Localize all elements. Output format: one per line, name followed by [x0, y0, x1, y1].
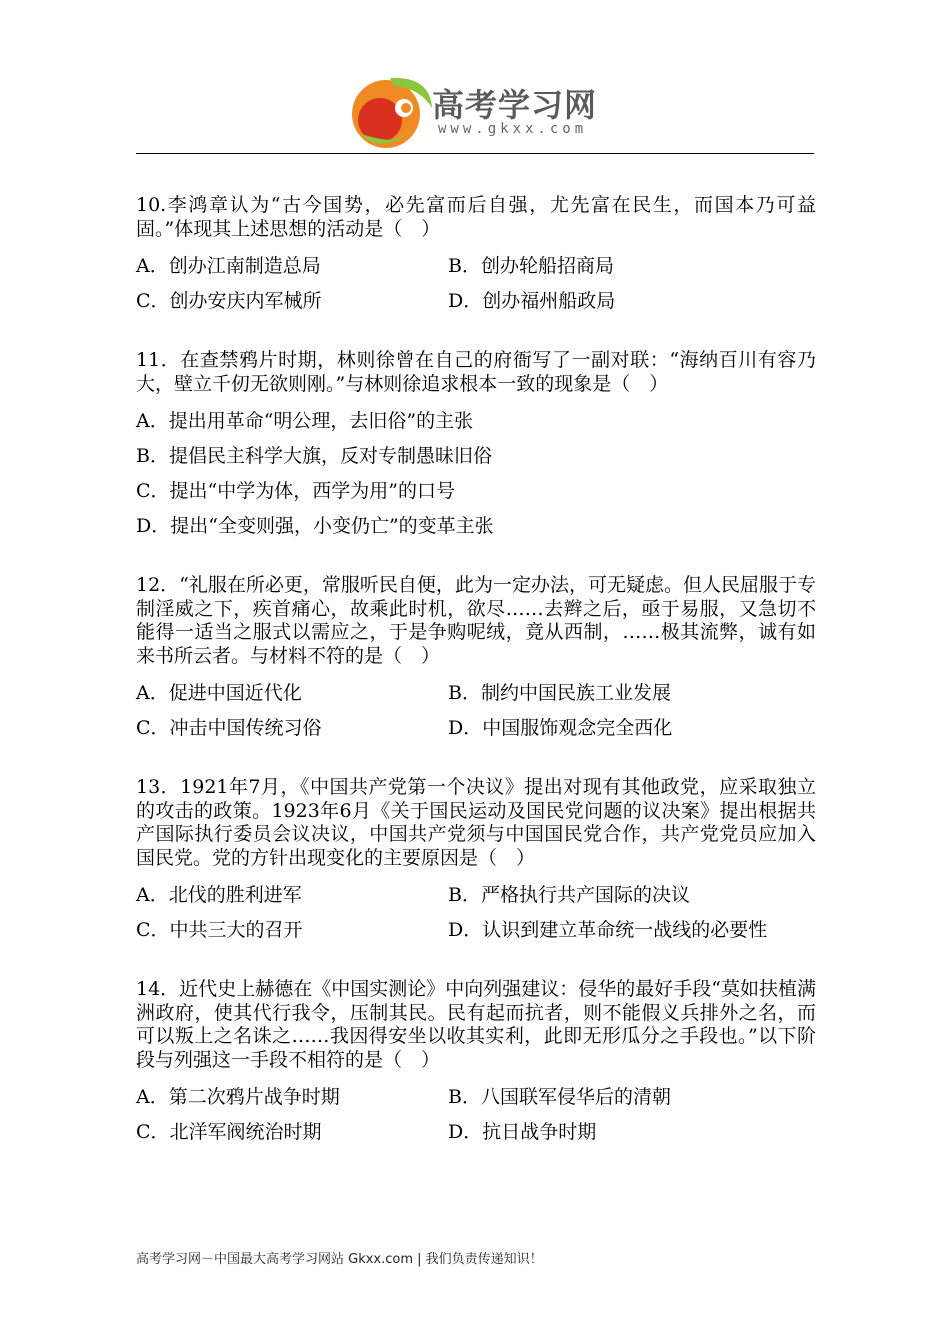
option-row — [136, 437, 816, 472]
option-list — [136, 674, 816, 744]
logo-icon — [346, 68, 438, 152]
question-block — [136, 776, 816, 946]
option-row — [136, 1078, 816, 1113]
question-stem: 10.李鸿章认为“古今国势，必先富而后自强，尤先富在民生，而国本乃可益固。”体现其上述思想的活动是（ ） — [136, 194, 816, 240]
question-stem: 14．近代史上赫德在《中国实测论》中向列强建议：侵华的最好手段“莫如扶植满洲政府，使其代行我令，压制其民。民有起而抗者，则不能假义兵排外之名，而可以叛上之名诛之……我因得安坐以收其实利，此即无形瓜分之手段也。”以下阶段与列强这一手段不相符的是（ ） — [136, 978, 816, 1071]
brand-name: 高考学习网 — [432, 86, 598, 124]
answer-option: D．抗日战争时期 — [448, 1121, 597, 1143]
option-row — [136, 876, 816, 911]
question-stem: 11．在查禁鸦片时期，林则徐曾在自己的府衙写了一副对联：“海纳百川有容乃大，壁立千仞无欲则刚。”与林则徐追求根本一致的现象是（ ） — [136, 349, 816, 395]
answer-option: C．创办安庆内军械所 — [136, 290, 322, 312]
brand-url: www.gkxx.com — [438, 121, 588, 137]
answer-option: B．严格执行共产国际的决议 — [448, 884, 690, 906]
option-row — [136, 709, 816, 744]
answer-option: C．冲击中国传统习俗 — [136, 717, 322, 739]
question-block — [136, 574, 816, 744]
answer-option: A．提出用革命“明公理，去旧俗”的主张 — [136, 410, 474, 432]
option-row — [136, 1113, 816, 1148]
answer-option: C．中共三大的召开 — [136, 919, 303, 941]
answer-option: A．北伐的胜利进军 — [136, 884, 302, 906]
option-row — [136, 674, 816, 709]
option-row — [136, 282, 816, 317]
header-divider — [136, 153, 814, 154]
answer-option: A．第二次鸦片战争时期 — [136, 1086, 340, 1108]
answer-option: D．创办福州船政局 — [448, 290, 616, 312]
question-block — [136, 349, 816, 542]
answer-option: D．提出“全变则强，小变仍亡”的变革主张 — [136, 515, 494, 537]
option-row — [136, 247, 816, 282]
option-list — [136, 876, 816, 946]
option-row — [136, 507, 816, 542]
option-row — [136, 911, 816, 946]
option-list — [136, 402, 816, 542]
question-list — [136, 194, 816, 1180]
answer-option: B．提倡民主科学大旗，反对专制愚昧旧俗 — [136, 445, 492, 467]
page-header — [0, 0, 950, 160]
option-row — [136, 472, 816, 507]
option-list — [136, 247, 816, 317]
answer-option: A．促进中国近代化 — [136, 682, 302, 704]
answer-option: A．创办江南制造总局 — [136, 255, 321, 277]
answer-option: B．制约中国民族工业发展 — [448, 682, 671, 704]
answer-option: C．北洋军阀统治时期 — [136, 1121, 322, 1143]
answer-option: B．八国联军侵华后的清朝 — [448, 1086, 671, 1108]
answer-option: D．中国服饰观念完全西化 — [448, 717, 673, 739]
question-stem: 12．“礼服在所必更，常服听民自便，此为一定办法，可无疑虑。但人民屈服于专制淫威之下，疾首痛心，故乘此时机，欲尽……去辫之后，亟于易服，又急切不能得一适当之服式以需应之，于是争购呢绒，竟从西制，……极其流弊，诚有如来书所云者。与材料不符的是（ ） — [136, 574, 816, 667]
question-block — [136, 978, 816, 1148]
answer-option: B．创办轮船招商局 — [448, 255, 614, 277]
option-row — [136, 402, 816, 437]
page-footer: 高考学习网－中国最大高考学习网站 Gkxx.com | 我们负责传递知识！ — [136, 1252, 543, 1267]
option-list — [136, 1078, 816, 1148]
answer-option: C．提出“中学为体，西学为用”的口号 — [136, 480, 455, 502]
question-stem: 13．1921年7月，《中国共产党第一个决议》提出对现有其他政党，应采取独立的攻击的政策。1923年6月《关于国民运动及国民党问题的议决案》提出根据共产国际执行委员会议决议，中国共产党须与中国国民党合作，共产党党员应加入国民党。党的方针出现变化的主要原因是（ ） — [136, 776, 816, 869]
question-block — [136, 194, 816, 317]
answer-option: D．认识到建立革命统一战线的必要性 — [448, 919, 768, 941]
